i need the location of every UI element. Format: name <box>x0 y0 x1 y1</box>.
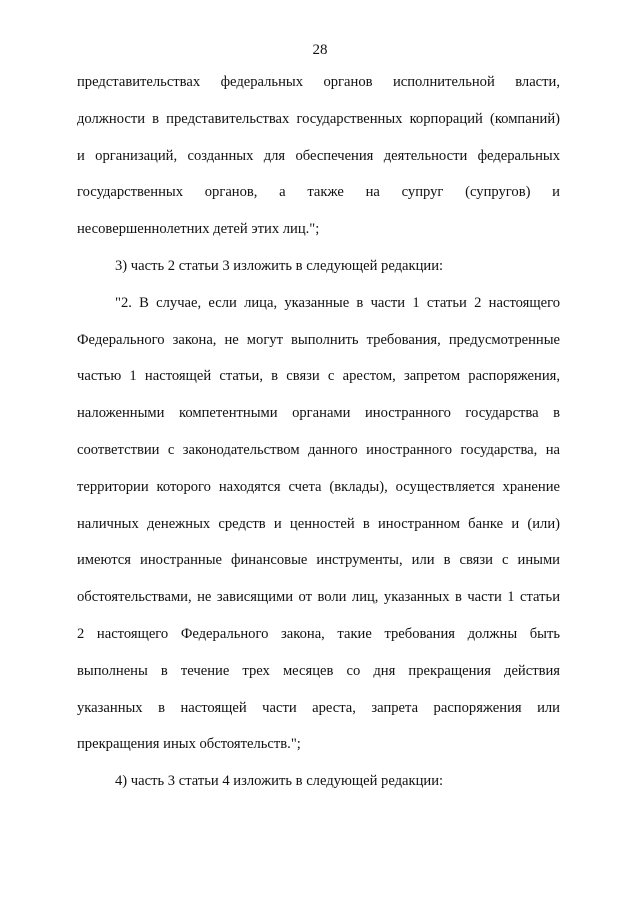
text-line: наложенными компетентными органами иностранного государства в <box>77 405 560 422</box>
text-line: обстоятельствами, не зависящими от воли лиц, указанных в части 1 статьи <box>77 589 560 606</box>
text-line: 3) часть 2 статьи 3 изложить в следующей редакции: <box>115 257 444 274</box>
text-line: частью 1 настоящей статьи, в связи с арестом, запретом распоряжения, <box>77 368 560 385</box>
document-body <box>77 64 560 800</box>
text-line: представительствах федеральных органов исполнительной власти, <box>77 74 560 90</box>
page-number: 28 <box>312 42 328 58</box>
text-line: имеются иностранные финансовые инструменты, или в связи с иными <box>77 552 560 569</box>
text-line: выполнены в течение трех месяцев со дня прекращения действия <box>77 662 560 679</box>
text-line: 2 настоящего Федерального закона, такие требования должны быть <box>77 625 560 642</box>
text-line: территории которого находятся счета (вклады), осуществляется хранение <box>77 478 560 495</box>
text-line: и организаций, созданных для обеспечения деятельности федеральных <box>77 147 560 164</box>
text-line: соответствии с законодательством данного иностранного государства, на <box>77 441 560 458</box>
text-line: 4) часть 3 статьи 4 изложить в следующей редакции: <box>115 773 444 790</box>
text-line: прекращения иных обстоятельств."; <box>77 736 301 753</box>
text-line: "2. В случае, если лица, указанные в части 1 статьи 2 настоящего <box>115 294 560 311</box>
text-line: Федерального закона, не могут выполнить требования, предусмотренные <box>77 331 560 348</box>
text-line: государственных органов, а также на супруг (супругов) и <box>77 184 560 201</box>
text-line: указанных в настоящей части ареста, запрета распоряжения или <box>77 699 560 716</box>
text-line: наличных денежных средств и ценностей в иностранном банке и (или) <box>77 515 560 532</box>
text-line: несовершеннолетних детей этих лиц."; <box>77 221 320 238</box>
text-line: должности в представительствах государственных корпораций (компаний) <box>77 110 560 127</box>
